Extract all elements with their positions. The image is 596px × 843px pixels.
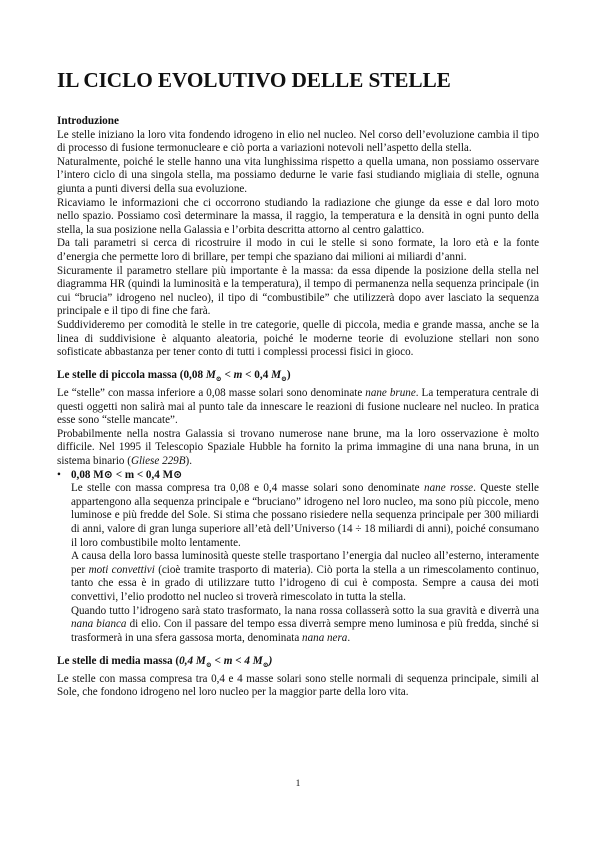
section-spacer (57, 360, 539, 370)
heading-formula: < m < 4 M (211, 654, 263, 667)
emphasis: nane brune (365, 387, 416, 400)
heading-symbol: m (233, 369, 243, 382)
heading-symbol: M (205, 369, 216, 382)
heading-text: ) (268, 654, 273, 667)
bullet-item-red-dwarfs (57, 469, 539, 646)
bullet-paragraph-2 (71, 550, 539, 604)
emphasis: nane rosse (424, 482, 474, 495)
sun-symbol: ⊙ (205, 661, 212, 670)
intro-paragraph-6: Suddivideremo per comodità le stelle in tre categorie, quelle di piccola, media e grande massa, anche se la linea di suddivisione è alquanto aleatoria, poiché le moderne teorie di evoluzione stellari non sono sofisticate abbastanza per tener conto di tutti i complessi processi fisici in gioco. (57, 318, 539, 359)
intro-paragraph-1: Le stelle iniziano la loro vita fondendo idrogeno in elio nel nucleo. Nel corso dell’evoluzione cambia il tipo di processo di fusione termonucleare e ciò porta a variazioni notevoli nell’aspetto della stella. (57, 128, 539, 155)
sun-symbol: ⊙ (215, 375, 222, 384)
emphasis: Gliese 229B (130, 455, 186, 468)
bullet-heading: 0,08 M⊙ < m < 0,4 M⊙ (71, 468, 183, 481)
emphasis: nana bianca (71, 618, 127, 631)
heading-text: < (221, 369, 234, 382)
section-heading-small-mass (57, 369, 539, 387)
heading-text: Le stelle di piccola massa (0,08 (57, 369, 206, 382)
bullet-paragraph-1 (71, 482, 539, 550)
small-mass-paragraph-2 (57, 428, 539, 469)
text-run: Le stelle con massa compresa tra 0,08 e 0,4 masse solari sono denominate (71, 482, 425, 495)
text-run: A causa della loro bassa luminosità queste stelle trasportano l’energia dal nucleo all’esterno, interamente per (71, 550, 539, 576)
page-number: 1 (295, 779, 301, 789)
page-content (57, 67, 539, 700)
intro-paragraph-2: Naturalmente, poiché le stelle hanno una vita lunghissima rispetto a quella umana, non possiamo osservare l’intero ciclo di una singola stella, ma possiamo dedurne le varie fasi studiando migliaia di stelle, ognuna giunta a punti diversi della sua evoluzione. (57, 155, 539, 195)
text-run: . Queste stelle appartengono alla sequenza principale e “bruciano” idrogeno nel loro nucleo, ma sono più piccole, meno luminose e più fredde del Sole. Si stima che possano risiedere nella sequenza principale per 300 miliardi di anni, valore di gran lunga superiore all’età dell’Universo (14 ÷ 18 miliardi di anni), poiché consumano il loro combustibile molto lentamente. (71, 482, 539, 549)
heading-text: Le stelle di media massa ( (57, 654, 180, 667)
emphasis: moti convettivi (88, 563, 155, 576)
text-run: (cioè tramite trasporto di materia). Ciò porta la stella a un rimescolamento continuo, tanto che essa è in grado di utilizzare tutto l’idrogeno di cui è composta. Sempre a causa dei moti convettivi, l’elio prodotto nel nucleo si troverà rimescolato in tutta la stella. (71, 563, 539, 604)
sun-symbol: ⊙ (262, 661, 269, 670)
bullet-paragraph-3 (71, 605, 539, 646)
heading-formula: 0,4 M (179, 654, 206, 667)
text-run: Probabilmente nella nostra Galassia si trovano numerose nane brune, ma la loro osservazione è molto difficile. Nel 1995 il Telescopio Spaziale Hubble ha fornito la prima immagine di una nana bruna, in un sistema binario ( (57, 427, 539, 468)
section-heading-intro: Introduzione (57, 115, 119, 127)
text-run: ). (185, 455, 192, 468)
heading-symbol: M (271, 369, 282, 382)
heading-text: < 0,4 (242, 369, 272, 382)
document-title: IL CICLO EVOLUTIVO DELLE STELLE (57, 68, 451, 92)
intro-paragraph-3: Ricaviamo le informazioni che ci occorrono studiando la radiazione che giunge da esse e dal loro moto nello spazio. Possiamo così determinare la massa, il raggio, la temperatura e la densità in ogni punto della stella, la sua posizione nella Galassia e l’orbita descritta attorno al centro galattico. (57, 196, 539, 236)
intro-paragraph-5: Sicuramente il parametro stellare più importante è la massa: da essa dipende la posizione della stella nel diagramma HR (quindi la luminosità e la temperatura), il tempo di permanenza nella sequenza principale (in cui “brucia” idrogeno nel nucleo), il tipo di “combustibile” che utilizzerà dopo aver lasciato la sequenza principale e il tipo di fine che farà. (57, 264, 539, 318)
text-run: di elio. Con il passare del tempo essa diverrà sempre meno luminosa e più fredda, sinché si trasformerà in una sfera gassosa morta, denominata (71, 618, 539, 644)
small-mass-paragraph-1 (57, 387, 539, 428)
bullet-icon: • (57, 468, 61, 481)
section-spacer (57, 645, 539, 655)
heading-text: ) (286, 369, 291, 382)
text-run: . La temperatura centrale di questi oggetti non salirà mai al punto tale da innescare le reazioni di fusione nucleare nel nucleo. In pratica esse sono “stelle mancate”. (57, 387, 539, 427)
text-run: Quando tutto l’idrogeno sarà stato trasformato, la nana rossa collasserà sotto la sua gravità e diverrà una (71, 604, 539, 617)
section-heading-medium-mass (57, 655, 539, 673)
intro-paragraph-4: Da tali parametri si cerca di ricostruire il modo in cui le stelle si sono formate, la loro età e la fonte d’energia che permette loro di brillare, per tempi che spaziano dai milioni ai miliardi d’anni. (57, 237, 539, 263)
text-run: Le “stelle” con massa inferiore a 0,08 masse solari sono denominate (57, 387, 366, 400)
text-run: . (347, 631, 351, 644)
sun-symbol: ⊙ (281, 375, 287, 384)
medium-mass-paragraph-1: Le stelle con massa compresa tra 0,4 e 4 masse solari sono stelle normali di sequenza principale, simili al Sole, che fondono idrogeno nel loro nucleo per la maggior parte della loro vita. (57, 672, 539, 699)
emphasis: nana nera (302, 631, 348, 644)
